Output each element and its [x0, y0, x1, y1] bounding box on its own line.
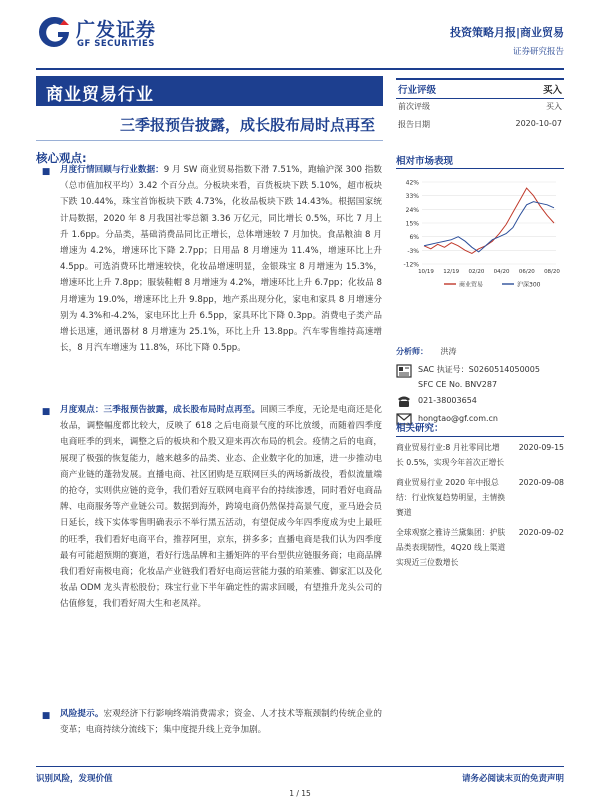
- y-tick-label: 6%: [409, 234, 419, 242]
- analyst-phone: 021-38003654: [418, 396, 477, 405]
- report-date-value: 2020-10-07: [515, 119, 562, 128]
- x-tick-label: 02/20: [468, 269, 485, 275]
- sfc-number: SFC CE No. BNV287: [418, 380, 498, 389]
- related-item-title[interactable]: 商业贸易行业 2020 年中报总结：行业恢复趋势明显，主情换赛道: [396, 478, 506, 517]
- bullet-icon: ■: [41, 167, 51, 177]
- rating-label: 行业评级: [398, 85, 437, 96]
- paragraph-lead: 月度观点：三季报预告披露，成长股布局时点再至。: [60, 405, 261, 415]
- y-tick-label: 42%: [405, 179, 419, 187]
- y-tick-label: -3%: [407, 247, 419, 255]
- phone-icon: [396, 394, 412, 408]
- header-divider: [36, 68, 564, 70]
- report-date-label: 报告日期: [398, 120, 430, 129]
- prev-rating-row: [396, 98, 564, 114]
- series-line-commerce: [424, 188, 554, 253]
- legend-label: 沪深300: [517, 281, 541, 289]
- sac-number: SAC 执证号：S0260514050005: [418, 365, 540, 374]
- bullet-icon: ■: [41, 407, 51, 417]
- related-item-title[interactable]: 全球观察之雅诗兰黛集团：护肤品类表现韧性，4Q20 线上渠道实现近三位数增长: [396, 528, 506, 567]
- industry-banner: [36, 76, 383, 106]
- related-item[interactable]: [396, 440, 564, 470]
- analyst-label: 分析师：: [396, 347, 428, 356]
- id-card-icon: [396, 364, 412, 378]
- related-section-title: [396, 420, 564, 437]
- paragraph-body: 宏观经济下行影响终端消费需求；资金、人才技术等瓶颈制约传统企业的变革；电商持续分流线下；集中度提升线上竞争加剧。: [60, 709, 382, 736]
- paragraph-risk: [60, 706, 382, 738]
- report-headline: [36, 110, 383, 140]
- rating-value: 买入: [542, 85, 562, 96]
- report-subtype: 证券研究报告: [512, 47, 564, 57]
- prev-rating-value: 买入: [546, 102, 562, 111]
- headline-text: 三季报预告披露，成长股布局时点再至: [119, 116, 375, 134]
- related-title: 相关研究：: [396, 423, 444, 434]
- related-item-date: 2020-09-08: [518, 478, 564, 487]
- core-views-title: 核心观点:: [36, 151, 87, 165]
- x-tick-label: 10/19: [418, 269, 434, 275]
- y-tick-label: -12%: [403, 261, 419, 269]
- logo-text-cn: 广发证券: [76, 19, 157, 41]
- logo-text-en: GF SECURITIES: [77, 39, 155, 49]
- chart-title: 相对市场表现: [396, 156, 454, 167]
- company-logo: [36, 14, 196, 54]
- paragraph-monthly-review: [60, 162, 382, 356]
- x-tick-label: 12/19: [443, 269, 460, 275]
- legend-label: 商业贸易: [459, 281, 484, 289]
- industry-title: 商业贸易行业: [46, 85, 154, 105]
- related-item[interactable]: [396, 475, 564, 520]
- related-item-date: 2020-09-15: [518, 443, 564, 452]
- footer-divider: [36, 766, 564, 767]
- related-item-date: 2020-09-02: [518, 528, 564, 537]
- relative-performance-chart: [396, 176, 564, 294]
- footer-slogan: 识别风险，发现价值: [36, 774, 113, 784]
- related-item[interactable]: [396, 525, 564, 570]
- page-number: 1 / 15: [289, 789, 311, 798]
- chart-section-title: [396, 152, 564, 169]
- analyst-email[interactable]: hongtao@gf.com.cn: [418, 414, 498, 423]
- report-date-row: [396, 116, 564, 132]
- related-research-list: [396, 440, 564, 570]
- y-tick-label: 15%: [405, 220, 419, 228]
- paragraph-monthly-view: [60, 402, 382, 613]
- prev-rating-label: 前次评级: [398, 102, 430, 111]
- rating-header: [396, 78, 564, 99]
- y-tick-label: 24%: [405, 206, 419, 214]
- x-tick-label: 06/20: [518, 269, 535, 275]
- analyst-row: [396, 346, 564, 357]
- y-tick-label: 33%: [405, 193, 419, 201]
- x-tick-label: 04/20: [493, 269, 510, 275]
- headline-divider: [36, 140, 383, 141]
- paragraph-body: 9 月 SW 商业贸易指数下滑 7.51%，跑输沪深 300 指数（总市值加权平均）3.42 个百分点。分板块来看，百货板块下跌 5.10%，超市板块下跌 10.44%，珠宝首饰板块下跌 4.73%，化妆品板块下跌 14.43%。根据国家统计局数据，2020 年 8 月我国社零总额 3.36 万亿元，同比增长 0.5%，环比 7 月上升 1.6pp。分品类，基础消费品同比正增长，总体增速较 7 月加快。食品粮油 8 月增速为 4.2%，增速环比下降 2.7pp；日用品 8 月增速为 11.4%，增速环比上升 4.5pp。可选消费环比增速较快，化妆品增速明显，金银珠宝 8 月增速为 15.3%，增速环比上升 7.8pp；服装鞋帽 8 月增速为 4.2%，增速环比上升 6.7pp；化妆品 8 月增速为 19.0%，增速环比上升 9.8pp，地产系出现分化，家电和家具 8 月增速分别为 4.3%和-4.2%，家电环比上升 6.5pp，家具环比下降 0.3pp。消费电子类产品增长迅速，通讯器材 8 月增速为 25.1%，环比上升 13.8pp。汽车零售维持高速增长，8 月汽车增速为 11.8%，环比下降 0.5pp。: [60, 165, 382, 354]
- paragraph-lead: 风险提示。: [60, 709, 104, 719]
- report-type: 投资策略月报|商业贸易: [449, 26, 564, 39]
- bullet-icon: ■: [41, 711, 51, 721]
- footer-disclaimer: 请务必阅读末页的免责声明: [461, 774, 564, 784]
- related-item-title[interactable]: 商业贸易行业:8 月社零同比增长 0.5%，实现今年首次正增长: [396, 443, 505, 467]
- x-tick-label: 08/20: [544, 269, 560, 275]
- gf-logo-icon: [36, 14, 72, 50]
- analyst-name: 洪涛: [440, 347, 457, 356]
- paragraph-body: 回顾三季度，无论是电商还是化妆品，调整幅度都比较大，反映了 618 之后电商景气度的环比放缓，而随着四季度电商旺季的到来，调整之后的板块和个股又迎来再次布局的机会。疫情之后的电商，展现了极强的恢复能力，越来越多的品类、业态、企业数字化的加速，进一步推动电商产业链的蓬勃发展。直播电商、社区团购是互联网巨头的两场新战役，看似流量端的抢夺，实则供应链的竞争，我们看好互联网电商平台的持续渗透，同时看好电商品牌、电商服务等产业链公司。数据到海外，跨境电商仍然保持高景气度，亚马逊会员日延长，线下实体零售明确表示不举行黑五活动，有望促成今年四季度成为史上最旺的旺季，我们看好电商平台，推荐阿里，京东，拼多多；直播电商是我们认为四季度最有可能超预期的赛道，看好行选品牌和主播矩阵的平台型供应链服务商；电商品牌我们看好南极电商；化妆品产业链我们看好电商运营能力强的珀莱雅、御家汇以及化妆品 ODM 龙头青松股份；珠宝行业下半年确定性的需求回暖，有望推升龙头公司的估值修复，我们看好周大生和老凤祥。: [60, 405, 382, 610]
- report-type-block: [450, 24, 564, 57]
- paragraph-lead: 月度行情回顾与行业数据：: [60, 165, 164, 175]
